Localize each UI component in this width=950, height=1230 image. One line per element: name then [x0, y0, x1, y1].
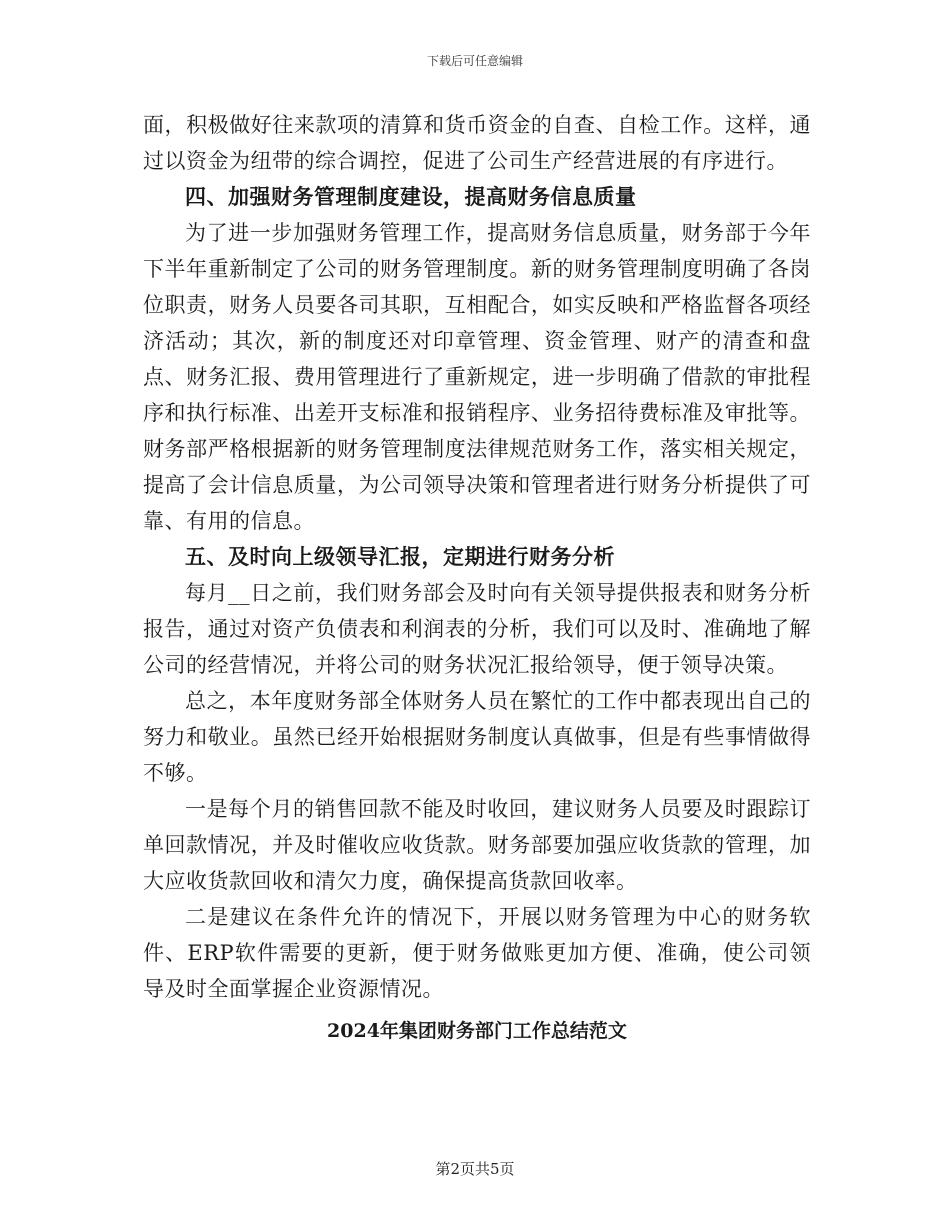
header-note: 下载后可任意编辑: [426, 54, 523, 68]
document-title: 2024年集团财务部门工作总结范文: [327, 1020, 627, 1042]
document-body: [143, 107, 811, 1049]
paragraph-financial-system: 为了进一步加强财务管理工作，提高财务信息质量，财务部于今年下半年重新制定了公司的财务管理制度。新的财务管理制度明确了各岗位职责，财务人员要各司其职，互相配合，如实反映和严格监督各项经济活动；其次，新的制度还对印章管理、资金管理、财产的清查和盘点、财务汇报、费用管理进行了重新规定，进一步明确了借款的审批程序和执行标准、出差开支标准和报销程序、业务招待费标准及审批等。财务部严格根据新的财务管理制度法律规范财务工作，落实相关规定，提高了会计信息质量，为公司领导决策和管理者进行财务分析提供了可靠、有用的信息。: [143, 221, 811, 533]
paragraph-monthly-report: 每月__日之前，我们财务部会及时向有关领导提供报表和财务分析报告，通过对资产负债表和利润表的分析，我们可以及时、准确地了解公司的经营情况，并将公司的财务状况汇报给领导，便于领导决策。: [143, 581, 811, 677]
paragraph-issue-two: 二是建议在条件允许的情况下，开展以财务管理为中心的财务软件、ERP软件需要的更新，便于财务做账更加方便、准确，使公司领导及时全面掌握企业资源情况。: [143, 905, 811, 1001]
section-heading-5: 五、及时向上级领导汇报，定期进行财务分析: [185, 544, 615, 569]
page-footer: 第2页共5页: [435, 1160, 515, 1178]
section-heading-4: 四、加强财务管理制度建设，提高财务信息质量: [185, 184, 637, 209]
paragraph-summary: 总之，本年度财务部全体财务人员在繁忙的工作中都表现出自己的努力和敬业。虽然已经开始根据财务制度认真做事，但是有些事情做得不够。: [143, 689, 811, 785]
paragraph-issue-one: 一是每个月的销售回款不能及时收回，建议财务人员要及时跟踪订单回款情况，并及时催收应收货款。财务部要加强应收货款的管理，加大应收货款回收和清欠力度，确保提高货款回收率。: [143, 797, 811, 893]
paragraph-continued: 面，积极做好往来款项的清算和货币资金的自查、自检工作。这样，通过以资金为纽带的综合调控，促进了公司生产经营进展的有序进行。: [143, 113, 811, 173]
